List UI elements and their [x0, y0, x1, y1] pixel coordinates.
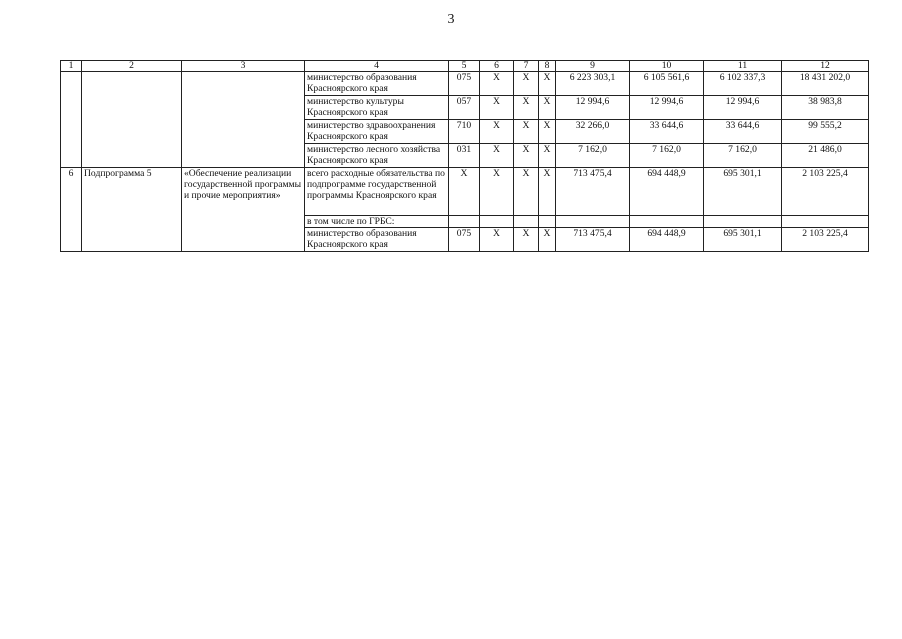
cell-empty: [630, 216, 704, 228]
header-col-8: 8: [539, 61, 556, 72]
header-col-2: 2: [82, 61, 182, 72]
header-col-11: 11: [704, 61, 782, 72]
cell-value-12: 99 555,2: [782, 120, 869, 144]
cell-value-9: 713 475,4: [556, 228, 630, 252]
cell-including-label: в том числе по ГРБС:: [305, 216, 449, 228]
cell-grbs: министерство здравоохранения Красноярского края: [305, 120, 449, 144]
cell-grbs: министерство образования Красноярского края: [305, 228, 449, 252]
cell-value-11: 12 994,6: [704, 96, 782, 120]
cell-value-11: 7 162,0: [704, 144, 782, 168]
budget-table: [60, 60, 869, 252]
cell-grbs: министерство образования Красноярского края: [305, 72, 449, 96]
cell-empty: [704, 216, 782, 228]
header-col-4: 4: [305, 61, 449, 72]
header-col-7: 7: [514, 61, 539, 72]
cell-subprogram-name: «Обеспечение реализации государственной программы и прочие мероприятия»: [182, 168, 305, 252]
cell-x: X: [514, 168, 539, 216]
cell-x: X: [480, 228, 514, 252]
cell-num-empty: [61, 72, 82, 168]
header-col-9: 9: [556, 61, 630, 72]
cell-x: X: [514, 144, 539, 168]
cell-value-11: 695 301,1: [704, 168, 782, 216]
cell-value-12: 2 103 225,4: [782, 168, 869, 216]
cell-code: 710: [449, 120, 480, 144]
cell-value-11: 695 301,1: [704, 228, 782, 252]
cell-x: X: [480, 168, 514, 216]
cell-x: X: [480, 96, 514, 120]
cell-empty: [556, 216, 630, 228]
page-number: 3: [447, 12, 455, 27]
cell-empty: [480, 216, 514, 228]
cell-x: X: [539, 96, 556, 120]
cell-name-empty: [182, 72, 305, 168]
cell-value-11: 33 644,6: [704, 120, 782, 144]
cell-value-10: 33 644,6: [630, 120, 704, 144]
header-row: [61, 61, 869, 72]
cell-title-empty: [82, 72, 182, 168]
cell-subprogram-num: 6: [61, 168, 82, 252]
cell-value-10: 694 448,9: [630, 168, 704, 216]
cell-value-12: 38 983,8: [782, 96, 869, 120]
cell-value-10: 12 994,6: [630, 96, 704, 120]
cell-x: X: [514, 228, 539, 252]
cell-x: X: [539, 228, 556, 252]
table-row: [61, 72, 869, 96]
header-col-5: 5: [449, 61, 480, 72]
cell-value-12: 21 486,0: [782, 144, 869, 168]
cell-x: X: [539, 120, 556, 144]
cell-subprogram-title: Подпрограмма 5: [82, 168, 182, 252]
cell-x: X: [480, 72, 514, 96]
cell-value-10: 694 448,9: [630, 228, 704, 252]
cell-x: X: [514, 96, 539, 120]
cell-x: X: [539, 72, 556, 96]
cell-empty: [782, 216, 869, 228]
cell-x: X: [449, 168, 480, 216]
cell-x: X: [480, 120, 514, 144]
header-col-10: 10: [630, 61, 704, 72]
cell-grbs: министерство лесного хозяйства Красноярского края: [305, 144, 449, 168]
cell-code: 075: [449, 72, 480, 96]
cell-value-12: 2 103 225,4: [782, 228, 869, 252]
cell-x: X: [539, 168, 556, 216]
cell-x: X: [539, 144, 556, 168]
header-col-6: 6: [480, 61, 514, 72]
cell-empty: [539, 216, 556, 228]
cell-x: X: [514, 72, 539, 96]
header-col-1: 1: [61, 61, 82, 72]
cell-code: 057: [449, 96, 480, 120]
cell-code: 031: [449, 144, 480, 168]
cell-grbs: министерство культуры Красноярского края: [305, 96, 449, 120]
cell-x: X: [480, 144, 514, 168]
cell-grbs-total: всего расходные обязательства по подпрограмме государственной программы Красноярского края: [305, 168, 449, 216]
cell-value-9: 7 162,0: [556, 144, 630, 168]
cell-value-12: 18 431 202,0: [782, 72, 869, 96]
cell-code: 075: [449, 228, 480, 252]
header-col-3: 3: [182, 61, 305, 72]
cell-empty: [514, 216, 539, 228]
cell-value-9: 12 994,6: [556, 96, 630, 120]
cell-x: X: [514, 120, 539, 144]
cell-value-9: 32 266,0: [556, 120, 630, 144]
cell-value-10: 7 162,0: [630, 144, 704, 168]
cell-value-9: 713 475,4: [556, 168, 630, 216]
header-col-12: 12: [782, 61, 869, 72]
cell-value-11: 6 102 337,3: [704, 72, 782, 96]
cell-empty: [449, 216, 480, 228]
cell-value-10: 6 105 561,6: [630, 72, 704, 96]
cell-value-9: 6 223 303,1: [556, 72, 630, 96]
table-row-subprogram-total: [61, 168, 869, 216]
